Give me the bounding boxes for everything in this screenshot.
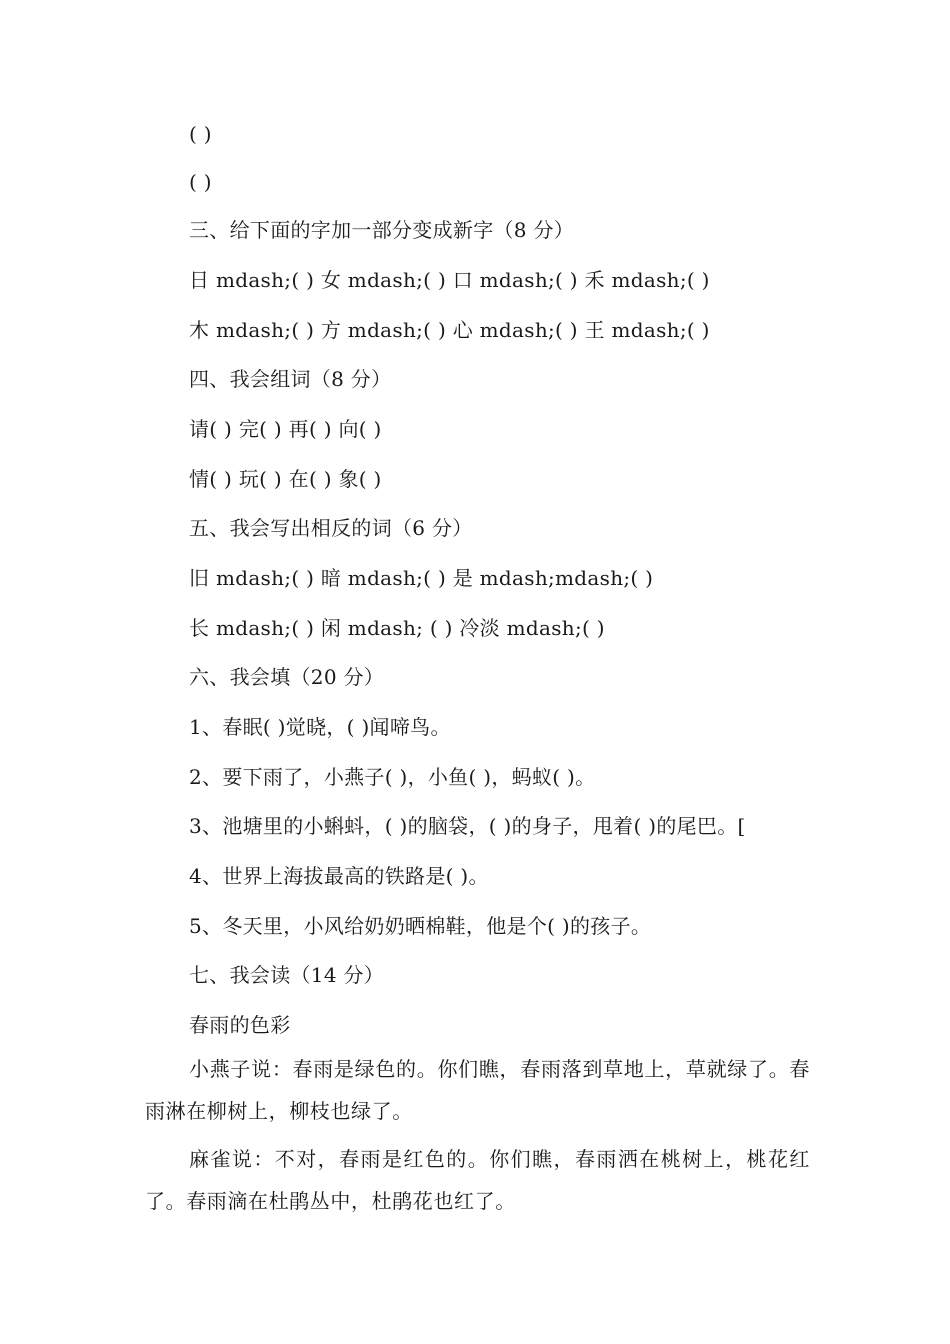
section-3-heading: 三、给下面的字加一部分变成新字（8 分） xyxy=(189,218,575,242)
section-4-heading: 四、我会组词（8 分） xyxy=(189,367,392,391)
section-6-item-5: 5、冬天里，小风给奶奶晒棉鞋，他是个( )的孩子。 xyxy=(189,914,652,938)
section-5-row-1: 旧 mdash;( ) 暗 mdash;( ) 是 mdash;mdash;( ) xyxy=(189,566,654,590)
section-5-row-2: 长 mdash;( ) 闲 mdash; ( ) 冷淡 mdash;( ) xyxy=(189,616,605,640)
section-4-row-1: 请( ) 完( ) 再( ) 向( ) xyxy=(189,417,382,441)
blank-parentheses-1: ( ) xyxy=(189,122,212,146)
section-3-row-1: 日 mdash;( ) 女 mdash;( ) 口 mdash;( ) 禾 mdash;( ) xyxy=(189,268,710,292)
reading-title: 春雨的色彩 xyxy=(189,1013,291,1037)
reading-paragraph-1: 小燕子说：春雨是绿色的。你们瞧，春雨落到草地上，草就绿了。春雨淋在柳树上，柳枝也绿了。 xyxy=(145,1057,810,1123)
section-6-item-3: 3、池塘里的小蝌蚪，( )的脑袋，( )的身子，甩着( )的尾巴。[ xyxy=(189,814,746,838)
section-6-item-4: 4、世界上海拔最高的铁路是( )。 xyxy=(189,864,489,888)
section-7-heading: 七、我会读（14 分） xyxy=(189,963,385,987)
section-5-heading: 五、我会写出相反的词（6 分） xyxy=(189,516,473,540)
section-6-item-1: 1、春眠( )觉晓，( )闻啼鸟。 xyxy=(189,715,451,739)
section-4-row-2: 情( ) 玩( ) 在( ) 象( ) xyxy=(189,467,382,491)
reading-paragraph-2: 麻雀说：不对，春雨是红色的。你们瞧，春雨洒在桃树上，桃花红了。春雨滴在杜鹃丛中，杜鹃花也红了。 xyxy=(145,1147,810,1213)
section-6-item-2: 2、要下雨了，小燕子( )，小鱼( )，蚂蚁( )。 xyxy=(189,765,596,789)
section-6-heading: 六、我会填（20 分） xyxy=(189,665,385,689)
blank-parentheses-2: ( ) xyxy=(189,170,212,194)
section-3-row-2: 木 mdash;( ) 方 mdash;( ) 心 mdash;( ) 王 mdash;( ) xyxy=(189,318,710,342)
